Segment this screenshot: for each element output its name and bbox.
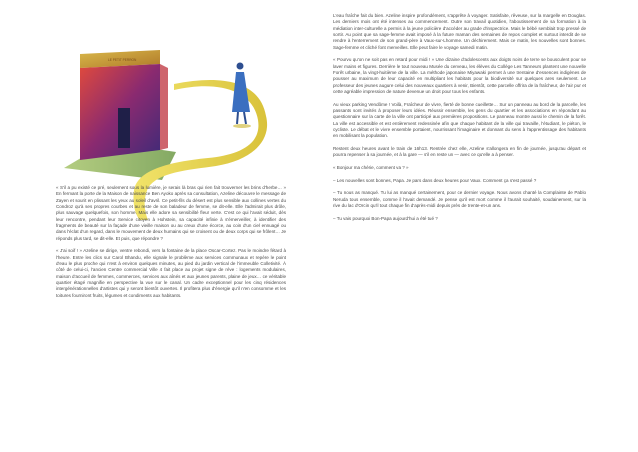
left-paragraph-1: « S'il a pu existé ce pré, seulement sous la lumière, je serais là bras qui rien fait trouverner les brins d'herbe… » En fermant la porte de la Maison de naissance Ben Ayoko après sa consultation, Azeline découvre le message de Zayen et sourit en plissant les yeux au soleil d'avril. Ce petit-fils du désert est plus sensible aux collines vertes du Condroz qu'à ses propres courbes et au reste de son baladeur de femme, se dit-elle. Elle l'admirait plus drôle, plus sauvage quelquefois, son homme. Mais elle adore sa sensibilité fleur verte. C'est ce qui l'avait séduit, dès leur rencontre, pendant leur Service citoyen à Hohstein, sa capacité infinie à s'émerveiller, à identifier des fragments de beauté sur la façade d'une vieille maison ou au creux d'une écorce, au coin d'un ciel ennuagé ou dans l'éclat d'un regard, dans le mouvement de deux humains qui se croisent ou de deux corps qui se frôlent… Je réponds plus tard, se dit-elle. Et puis, que répondre ? xyxy=(56,185,286,241)
right-paragraph-7: – Tu nous as manqué. Tu lui as manqué certainement, pour ce dernier voyage. Nous avons chanté la Complainte de Pablo Neruda tous ensemble, comme il l'avait demandé. Je pense qu'il est mort comme il l'aurait souhaité, soudainement, sur la rive du lac d'Orcin qu'il tout chaque fin d'après-midi depuis près de trente-et-un ans. xyxy=(333,190,586,209)
right-paragraph-1: L'eau fraîche fait du bien. Azeline inspire profondément, s'apprête à voyager. Satisfaite, rêveuse, sur la margelle en Douglas. Les derniers mois ont été intenses au commencement. Outre son travail quotidien, l'aboutissement de sa formation à la médiation inter-culturelle a permis à la jeune policière d'accéder au grade d'inspectrice. Mais le bébé semblait trop pressé de sortir. Au point que sa sage-femme avait imposé à la future maman des semaines de repos complet et surtout interdit de se rendre à l'enterrement de son grand-père à Vaux-sur-Lhomme. Un déchirement. Mais ce matin, les nouvelles sont bonnes. Sage-femme et cliché font merveilles. Elle peut faire le voyage samedi matin. xyxy=(333,13,586,50)
right-paragraph-3: Au vieux parking Vendôme ! Voilà, Fraîcheur de vivre, fierté de bonne cueillette… Sur un panneau au bord de la parcelle, les passants sont invités à proposer leurs idées. Réussir ensemble, les gens du quartier et les associations en répondant au questionnaire sur la carte de la ville ont participé aux premières propositions. Le panneau montre aussi le chemin de la forêt. La ville est accessible et est entièrement redessinée afin que chaque habitant de la ville qui travaille, l'étudiant, le piéton, le cycliste. Le débat et le vivre ensemble portaient, nourrissant l'imaginaire et donnant du sens à l'apprentissage des habitants en mobilisant la population. xyxy=(333,101,586,139)
left-paragraph-2: « J'ai soif ! » Azeline se dirige, ventre rebondi, vers la fontaine de la place Oscar-Cortez. Pas le moindre fétard à l'heure. Entre les clics sur Carol Bhandu, elle signale le problème aux services communaux et repère le point d'eau le plus proche qui n'est à environ quelques minutes, au pied du jardin vertical de l'immeuble Colletivité. À côté de celui-ci, l'ancien Centre commercial Ville 4 fait place au projet signe de réve : logements modulaires, maison d'accueil de femmes, commerces, services aux aînés et aux jeunes parents, plaine de jeux… ce véritable quartier étagé magnifie en perspective la vue sur le canal. Un cadre exceptionnel pour les cinq résidences intergénérationnelles d'artistes qui y seront bientôt ouvertes. Il profitera plus d'énergie qu'il n'en consomme et les toitures fourniront fruits, légumes et condiments aux habitants. xyxy=(56,248,286,298)
right-paragraph-8: – Tu vais pourquoi Bon-Papa aujourd'hui a été tué ? xyxy=(333,215,438,221)
shadow xyxy=(233,124,251,128)
right-column xyxy=(333,13,586,222)
house-door xyxy=(118,108,130,148)
right-paragraph-5: « Bonjour ma chérie, comment va ? » xyxy=(333,165,409,171)
right-paragraph-4: Restent deux heures avant le train de 16h13. Rentrée chez elle, Azeline s'allongera en fin de journée, jusqu'au départ et pourra repenser à sa journée, et à la gare — s'il en reste un — avec ce qu'elle a à penser. xyxy=(333,146,586,158)
right-paragraph-2: « Pourvu qu'on ne soit pas en retard pour midi ! » Une dizaine d'adolescents aux doigts noirs de terre se bousculent pour se laver mains et figures. Derrière le tout nouveau Musée du cerveau, les élèves du Collège Les Tanneurs plantent une nouvelle Forêt urbaine, la vingt-huitième de la ville. La méthode japonaise Miyawaki permet à une trentaine d'essences indigènes de pousser au maximum de leur capacité en multipliant les habitats pour la biodiversité sur quelques ares seulement. Le professeur des jeunes augure celui des nouveaux quartiers à venir, Bientôt, cette parcelle offrira de la fraîcheur, de l'air pur et cette agréable impression de nature devenue un droit pour tous les enfants. xyxy=(333,57,586,95)
left-column xyxy=(56,185,286,299)
right-paragraph-6: – Les nouvelles sont bonnes, Papa. Je pars dans deux heures pour Vaux. Comment ça s'est passé ? xyxy=(333,177,537,183)
house-sign: LE PETIT PERRON xyxy=(108,58,137,62)
house-icon xyxy=(80,50,168,160)
